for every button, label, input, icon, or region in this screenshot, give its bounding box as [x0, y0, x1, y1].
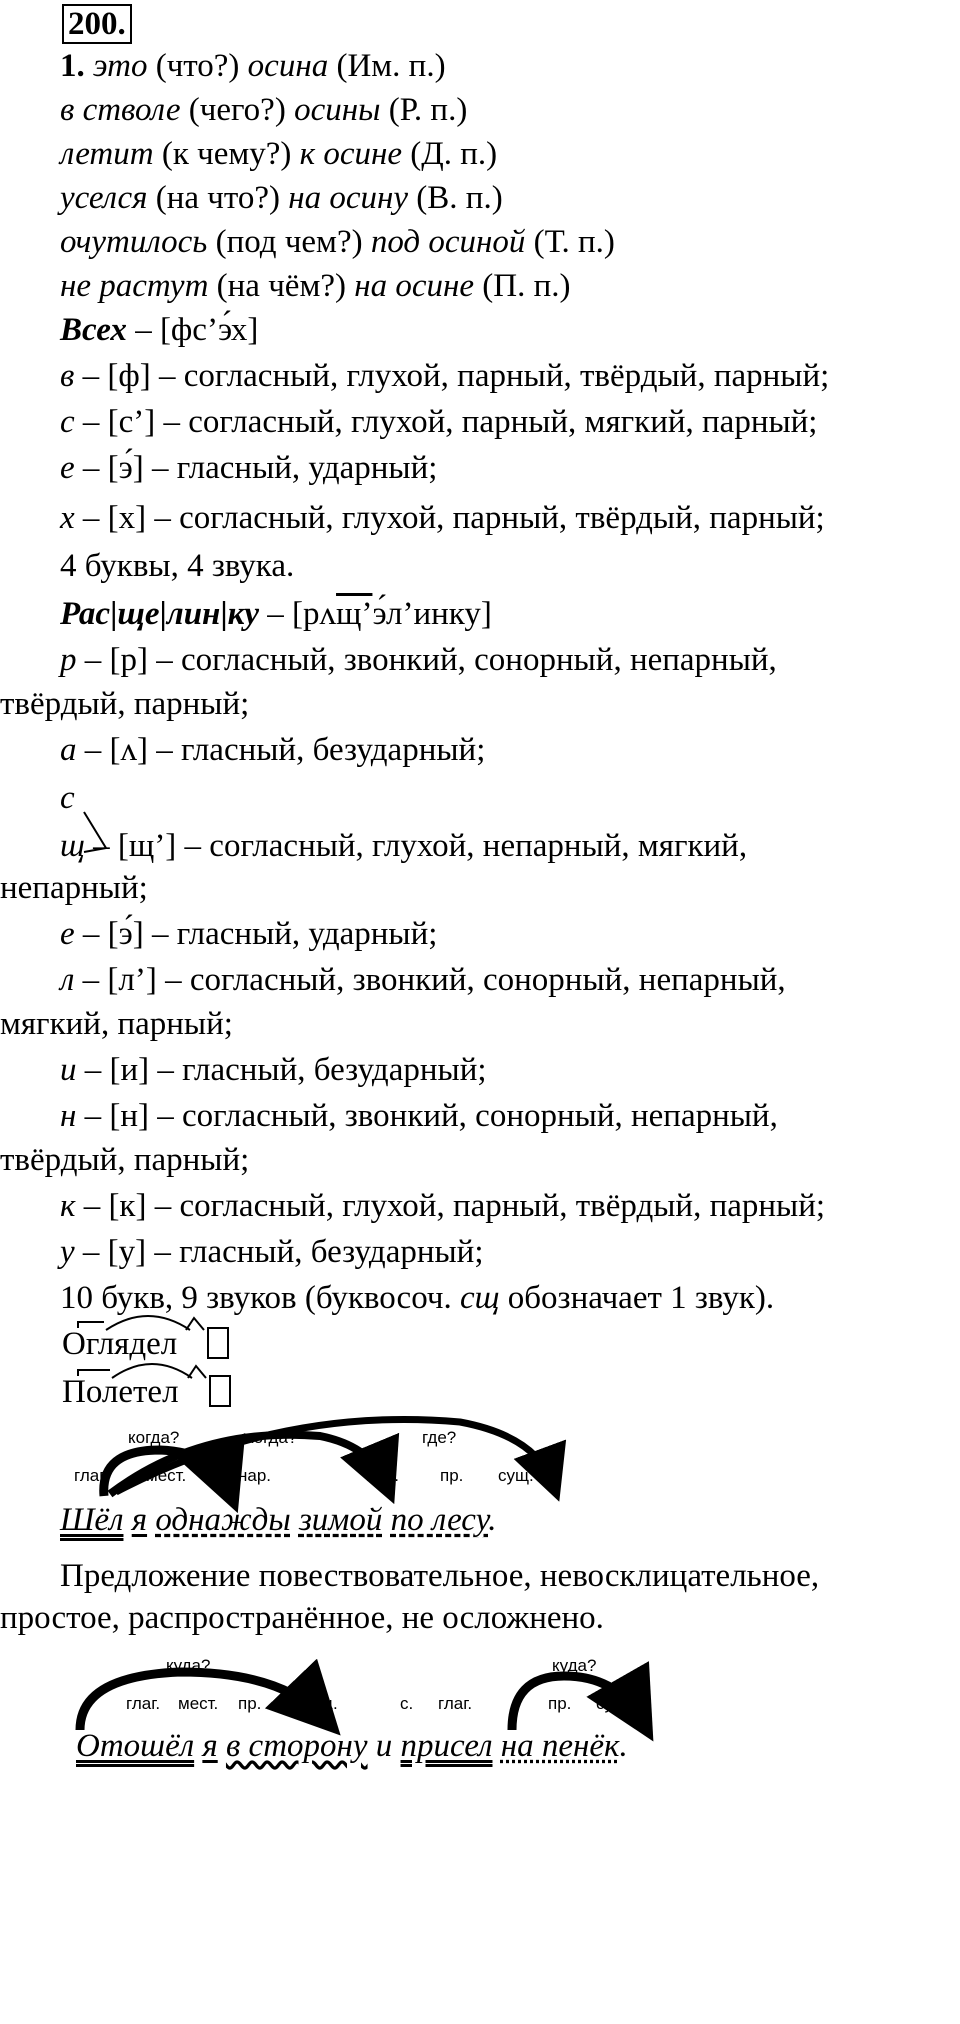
phonetic-line-cont: твёрдый, парный;	[0, 686, 250, 722]
prefix-mark	[78, 1370, 110, 1376]
pos-label: с.	[400, 1694, 414, 1713]
phonetic-line-cont: твёрдый, парный;	[0, 1142, 250, 1178]
phonetic-line: р – [р] – согласный, звонкий, сонорный, непарный,	[60, 642, 777, 678]
phonetic-summary: 10 букв, 9 звуков (буквосоч. сщ обозначает 1 звук).	[60, 1280, 775, 1316]
pos-label: пр.	[548, 1694, 572, 1713]
phonetic-line: н – [н] – согласный, звонкий, сонорный, непарный,	[60, 1098, 778, 1134]
root-arc	[106, 1316, 190, 1330]
phonetic-letter-s: с	[60, 780, 75, 816]
phonetic-line: е – [э́] – гласный, ударный;	[60, 916, 438, 952]
phonetic-line: щ – [щ’] – согласный, глухой, непарный, мягкий,	[60, 828, 748, 864]
case-row: уселся (на что?) на осину (В. п.)	[60, 180, 503, 216]
phonetic-line: в – [ф] – согласный, глухой, парный, твёрдый, парный;	[60, 358, 830, 394]
phonetic-summary: 4 буквы, 4 звука.	[60, 548, 295, 584]
pos-label: глаг.	[74, 1466, 109, 1485]
ending-box	[210, 1376, 230, 1406]
pos-label: глаг.	[126, 1694, 161, 1713]
question-label: когда?	[246, 1428, 298, 1447]
phonetic-line: и – [и] – гласный, безударный;	[60, 1052, 487, 1088]
case-row: очутилось (под чем?) под осиной (Т. п.)	[60, 224, 615, 260]
sentence-description: простое, распространённое, не осложнено.	[0, 1600, 604, 1636]
phonetic-line: к – [к] – согласный, глухой, парный, твёрдый, парный;	[60, 1188, 826, 1224]
phonetic-line: х – [х] – согласный, глухой, парный, твёрдый, парный;	[60, 500, 825, 536]
case-row: летит (к чему?) к осине (Д. п.)	[60, 136, 498, 172]
question-label: куда?	[552, 1656, 597, 1675]
phonetic-line: с – [с’] – согласный, глухой, парный, мягкий, парный;	[60, 404, 818, 440]
pos-label: пр.	[440, 1466, 464, 1485]
phonetic-line-cont: мягкий, парный;	[0, 1006, 233, 1042]
phonetic-line: а – [ʌ] – гласный, безударный;	[60, 732, 486, 768]
connector-line	[84, 812, 106, 852]
pos-label: сущ.	[498, 1466, 534, 1485]
root-arc	[112, 1364, 192, 1378]
parsed-sentence: Шёл я однажды зимой по лесу.	[60, 1502, 497, 1538]
exercise-number: 200.	[62, 4, 132, 44]
parsed-sentence: Отошёл я в сторону и присел на пенёк.	[76, 1728, 628, 1764]
phonetic-heading: Рас|ще|лин|ку – [рʌщ’э́л’инку]	[60, 596, 492, 632]
dependency-arrow	[512, 1676, 640, 1730]
morpheme-word: Полетел	[62, 1374, 179, 1410]
phonetic-heading: Всех – [фс’э́х]	[60, 312, 259, 348]
case-row: в стволе (чего?) осины (Р. п.)	[60, 92, 468, 128]
pos-label: нар.	[238, 1466, 272, 1485]
pos-label: нар.	[366, 1466, 400, 1485]
pos-label: глаг.	[438, 1694, 473, 1713]
dependency-arrow	[80, 1672, 322, 1730]
morpheme-word: Оглядел	[62, 1326, 178, 1362]
question-label: когда?	[128, 1428, 180, 1447]
pos-label: пр.	[238, 1694, 262, 1713]
pos-label: сущ.	[596, 1694, 632, 1713]
pos-label: мест.	[178, 1694, 219, 1713]
pos-label: сущ.	[302, 1694, 338, 1713]
sentence-description: Предложение повествовательное, невосклицательное,	[60, 1558, 820, 1594]
pos-label: мест.	[146, 1466, 187, 1485]
phonetic-line: у – [у] – гласный, безударный;	[60, 1234, 484, 1270]
phonetic-line: л – [л’] – согласный, звонкий, сонорный, непарный,	[60, 962, 786, 998]
ending-box	[208, 1328, 228, 1358]
question-label: где?	[422, 1428, 457, 1447]
phonetic-line: е – [э́] – гласный, ударный;	[60, 450, 438, 486]
prefix-mark	[78, 1322, 104, 1328]
case-row: 1. это (что?) осина (Им. п.)	[60, 48, 446, 84]
phonetic-line-cont: непарный;	[0, 870, 148, 906]
case-row: не растут (на чём?) на осине (П. п.)	[60, 268, 571, 304]
question-label: куда?	[166, 1656, 211, 1675]
